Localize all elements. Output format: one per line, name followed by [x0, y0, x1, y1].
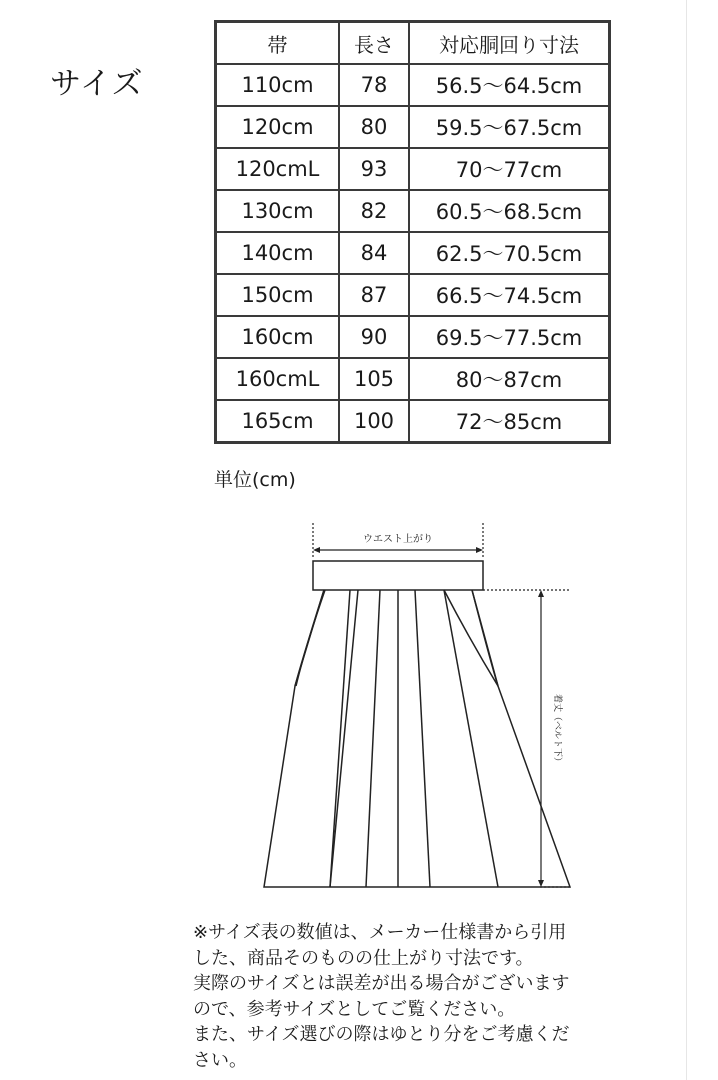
header-length: 長さ [339, 22, 409, 65]
header-obi: 帯 [216, 22, 340, 65]
cell-waist: 69.5〜77.5cm [409, 316, 610, 358]
table-row [216, 274, 610, 316]
cell-waist: 56.5〜64.5cm [409, 64, 610, 106]
table-row [216, 400, 610, 443]
cell-waist: 70〜77cm [409, 148, 610, 190]
cell-length: 90 [339, 316, 409, 358]
cell-waist: 62.5〜70.5cm [409, 232, 610, 274]
cell-waist: 72〜85cm [409, 400, 610, 443]
size-table [214, 20, 611, 444]
note-line: ので、参考サイズとしてご覧ください。 [193, 998, 516, 1020]
note-line: 実際のサイズとは誤差が出る場合がございます [193, 973, 570, 994]
note-line: また、サイズ選びの際はゆとり分をご考慮くだ [193, 1024, 570, 1045]
waist-arrow-left-head [313, 547, 320, 553]
cell-length: 105 [339, 358, 409, 400]
cell-obi: 120cmL [216, 148, 340, 190]
length-arrow-bottom-head [538, 880, 544, 887]
cell-obi: 150cm [216, 274, 340, 316]
cell-length: 84 [339, 232, 409, 274]
skirt-body [264, 590, 570, 887]
table-row [216, 106, 610, 148]
cell-obi: 130cm [216, 190, 340, 232]
cell-length: 87 [339, 274, 409, 316]
table-row [216, 148, 610, 190]
cell-obi: 120cm [216, 106, 340, 148]
hakama-diagram [0, 510, 718, 905]
unit-label: 単位(cm) [214, 469, 296, 491]
cell-waist: 80〜87cm [409, 358, 610, 400]
note-line: ※サイズ表の数値は、メーカー仕様書から引用 [193, 922, 567, 943]
cell-length: 100 [339, 400, 409, 443]
cell-length: 78 [339, 64, 409, 106]
waist-label: ウエスト上がり [363, 534, 433, 545]
table-row [216, 232, 610, 274]
length-arrow-top-head [538, 590, 544, 597]
cell-obi: 140cm [216, 232, 340, 274]
table-header-row [216, 22, 610, 65]
cell-obi: 160cm [216, 316, 340, 358]
cell-obi: 110cm [216, 64, 340, 106]
table-row [216, 316, 610, 358]
table-row [216, 64, 610, 106]
cell-obi: 160cmL [216, 358, 340, 400]
table-row [216, 358, 610, 400]
cell-waist: 59.5〜67.5cm [409, 106, 610, 148]
length-label: 着丈（ベルト下） [552, 693, 562, 767]
waist-arrow-right-head [476, 547, 483, 553]
table-row [216, 190, 610, 232]
cell-length: 93 [339, 148, 409, 190]
cell-waist: 60.5〜68.5cm [409, 190, 610, 232]
header-waist: 対応胴回り寸法 [409, 22, 610, 65]
cell-length: 82 [339, 190, 409, 232]
cell-waist: 66.5〜74.5cm [409, 274, 610, 316]
cell-obi: 165cm [216, 400, 340, 443]
cell-length: 80 [339, 106, 409, 148]
size-note [193, 920, 570, 1073]
note-line: さい。 [193, 1049, 247, 1071]
page-title: サイズ [50, 66, 144, 102]
waistband [313, 561, 483, 590]
note-line: した、商品そのものの仕上がり寸法です。 [193, 947, 534, 969]
